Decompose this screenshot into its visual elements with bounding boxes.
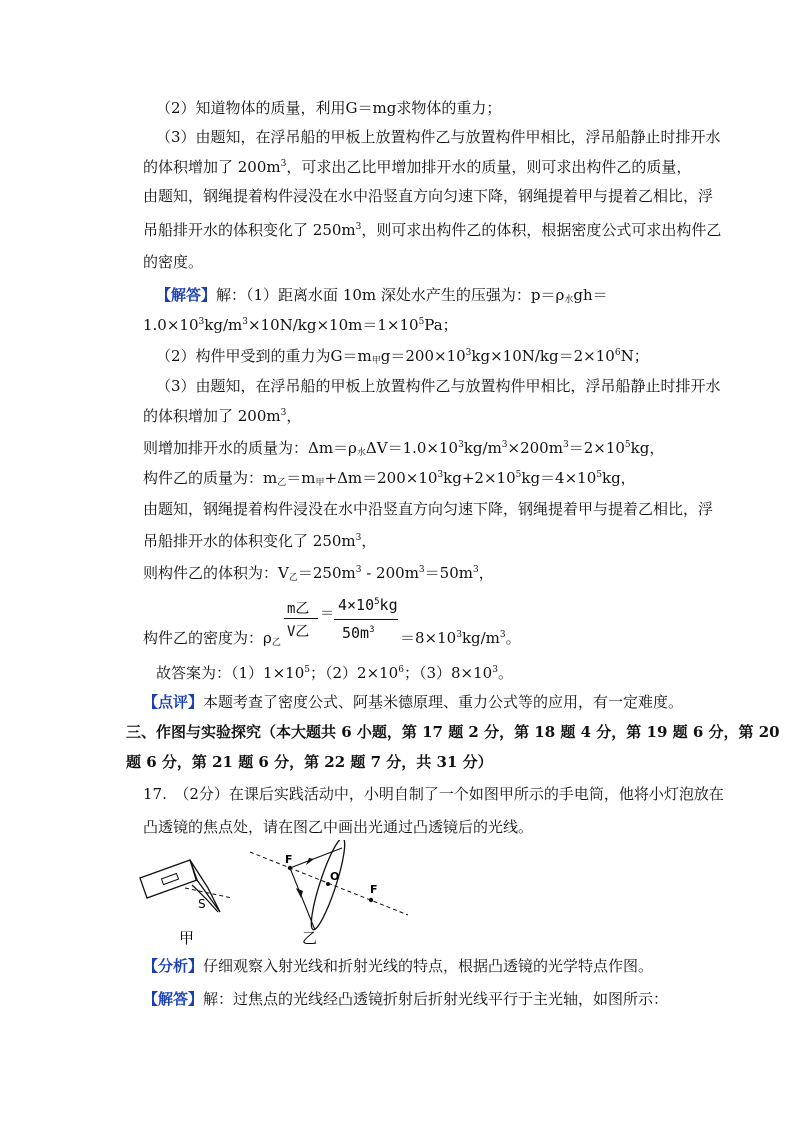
text-line: 由题知，钢绳提着构件浸没在水中沿竖直方向匀速下降，钢绳提着甲与提着乙相比，浮 bbox=[143, 500, 714, 518]
text-line: 则构件乙的体积为：$V_乙=250m^3 - 200m^3=50m^3$， bbox=[143, 564, 494, 583]
label-s: S bbox=[198, 897, 206, 911]
answer-tag: 【解答】 bbox=[156, 286, 217, 304]
label-focus-left: F bbox=[285, 853, 293, 866]
density-result: $=8\times 10^3kg/m^3$。 bbox=[400, 629, 521, 647]
section-title: 题 6 分，第 21 题 6 分，第 22 题 7 分，共 31 分） bbox=[126, 753, 493, 771]
answer-line: 【解答】解：（1）距离水面 10m 深处水产生的压强为：$p=\rho_水gh=$ bbox=[156, 286, 608, 305]
text-line: （3）由题知，在浮吊船的甲板上放置构件乙与放置构件甲相比，浮吊船静止时排开水 bbox=[156, 128, 721, 146]
text-line: 吊船排开水的体积变化了 $250m^3$，则可求出构件乙的体积，根据密度公式可求出构件乙 bbox=[143, 221, 722, 239]
section-title: 三、作图与实验探究（本大题共 6 小题，第 17 题 2 分，第 18 题 4 分，第 19 题 6 分，第 20 bbox=[126, 723, 780, 741]
text-line: （2）知道物体的质量，利用G＝mg求物体的重力； bbox=[156, 99, 502, 117]
text-line: 构件乙的质量为：$m_乙=m_甲+\Delta m=200\times 10^3kg+2\times 10^5kg=4\times 10^5kg$， bbox=[143, 469, 636, 488]
lens-diagram bbox=[250, 840, 408, 932]
review-line: 【点评】本题考查了密度公式、阿基米德原理、重力公式等的应用，有一定难度。 bbox=[143, 693, 684, 711]
text-line: 的密度。 bbox=[143, 253, 204, 271]
flashlight-icon bbox=[140, 860, 232, 912]
label-optical-center: O bbox=[330, 870, 340, 883]
answer-tag: 【解答】 bbox=[143, 990, 204, 1008]
optics-figure bbox=[130, 840, 430, 945]
analysis-line: 【分析】仔细观察入射光线和折射光线的特点，根据凸透镜的光学特点作图。 bbox=[143, 957, 654, 975]
review-tag: 【点评】 bbox=[143, 693, 204, 711]
text-line: 吊船排开水的体积变化了 $250m^3$， bbox=[143, 532, 377, 550]
analysis-tag: 【分析】 bbox=[143, 957, 204, 975]
text-line: 的体积增加了 $200m^3$，可求出乙比甲增加排开水的质量，则可求出构件乙的质量， bbox=[143, 158, 692, 176]
fraction1-bar bbox=[284, 618, 318, 619]
text-line: （2）构件甲受到的重力为$G=m_甲g=200\times 10^3kg\times 10N/kg=2\times 10^6N$； bbox=[156, 347, 649, 366]
final-answer: 故答案为：$(1)1\times 10^5$；$(2)2\times 10^6$；$(3)8\times 10^3$。 bbox=[156, 664, 513, 682]
text-line: 由题知，钢绳提着构件浸没在水中沿竖直方向匀速下降，钢绳提着甲与提着乙相比，浮 bbox=[143, 187, 714, 205]
label-yi: 乙 bbox=[302, 929, 318, 945]
density-label: 构件乙的密度为：$\rho_乙$ bbox=[143, 629, 281, 648]
text-line: 则增加排开水的质量为：$\Delta m=\rho_水\Delta V=1.0\times 10^3kg/m^3\times 200m^3=2\times 10^5kg$， bbox=[143, 439, 665, 458]
label-focus-right: F bbox=[370, 883, 378, 896]
text-line: 的体积增加了 $200m^3$， bbox=[143, 407, 302, 425]
fraction2-numerator: $4\times 10^5kg$ bbox=[338, 596, 398, 614]
text-line: $1.0\times 10^3kg/m^3\times 10N/kg\times 10m=1\times 10^5Pa$； bbox=[143, 316, 458, 334]
fraction1-denominator: V乙 bbox=[287, 624, 310, 640]
question-17: 17. （2分）在课后实践活动中，小明自制了一个如图甲所示的手电筒，他将小灯泡放在 bbox=[143, 785, 724, 803]
label-jia: 甲 bbox=[179, 929, 195, 945]
fraction2-denominator: $50m^3$ bbox=[342, 624, 375, 642]
equals-sign: ＝ bbox=[320, 606, 334, 622]
answer-line: 【解答】解：过焦点的光线经凸透镜折射后折射光线平行于主光轴，如图所示： bbox=[143, 990, 669, 1008]
fraction1-numerator: m乙 bbox=[287, 601, 310, 617]
question-17: 凸透镜的焦点处，请在图乙中画出光通过凸透镜后的光线。 bbox=[143, 818, 534, 836]
fraction2-bar bbox=[334, 619, 398, 620]
text-line: （3）由题知，在浮吊船的甲板上放置构件乙与放置构件甲相比，浮吊船静止时排开水 bbox=[156, 377, 721, 395]
